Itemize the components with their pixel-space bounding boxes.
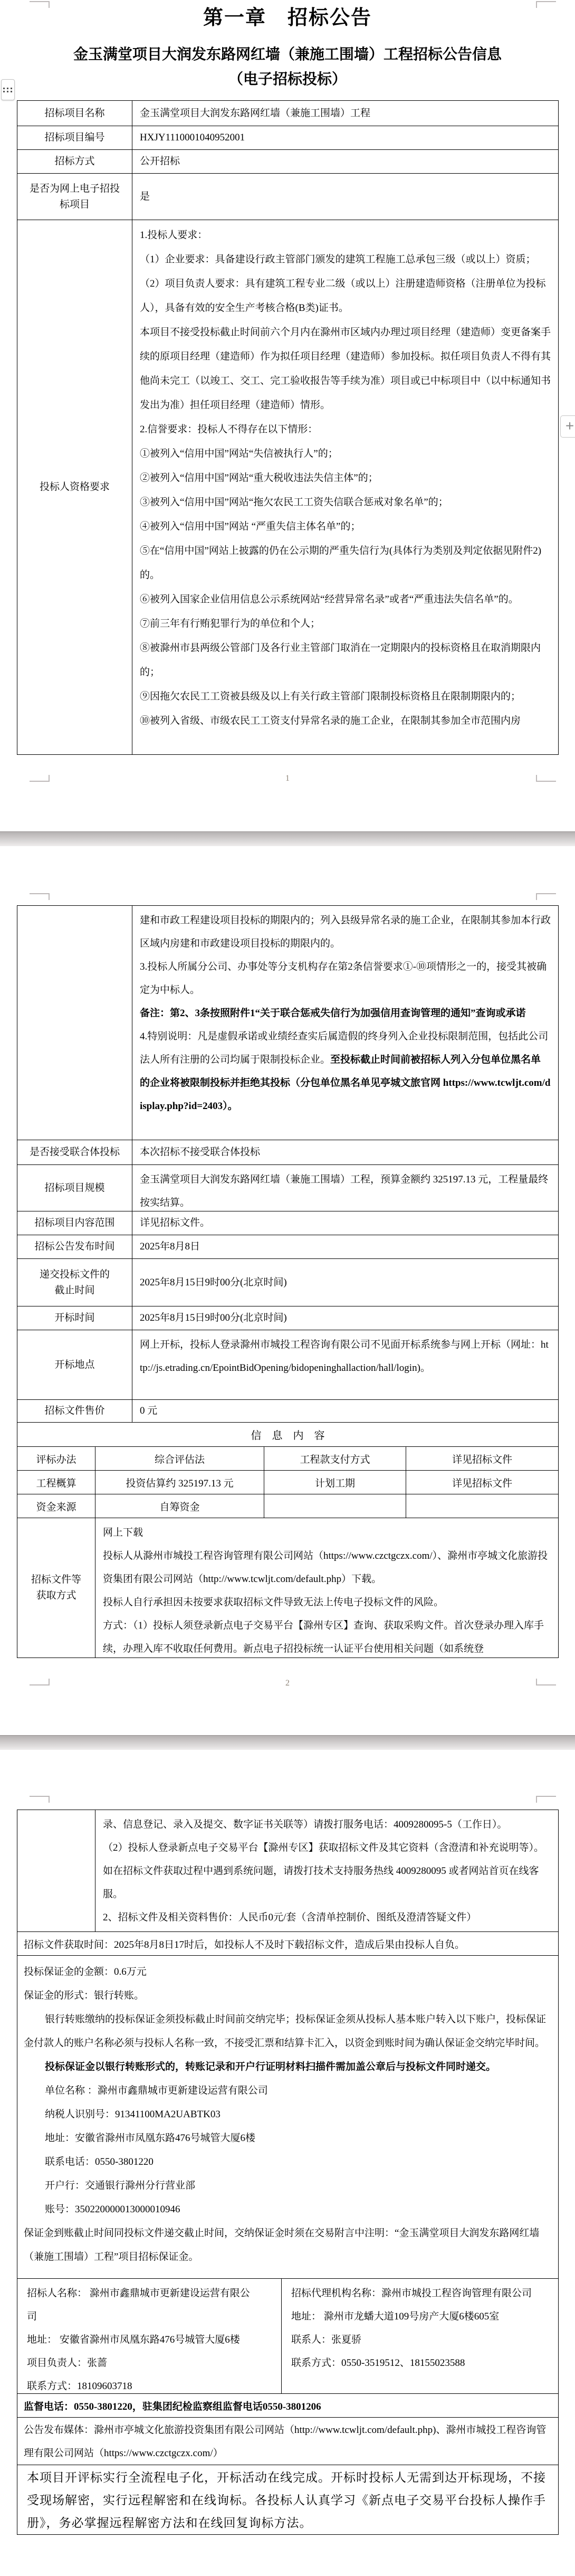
drag-handle-icon — [3, 88, 13, 92]
row-value: 2025年8月8日 — [140, 1241, 200, 1252]
row-label: 投标人资格要求 — [17, 220, 132, 754]
row-label: 开标地点 — [17, 1330, 132, 1399]
row-label: 招标方式 — [17, 150, 132, 173]
row-joint-bid — [17, 1140, 558, 1164]
row-label: 是否接受联合体投标 — [17, 1140, 132, 1164]
row-obtain-time — [17, 1931, 558, 1955]
row-project-no — [17, 126, 558, 149]
plus-icon: + — [565, 418, 574, 434]
row-doc-obtain — [17, 1518, 558, 1658]
row-label: 招标项目规模 — [17, 1165, 132, 1211]
row-label: 递交投标文件的 截止时间 — [17, 1259, 132, 1306]
row-info-header — [17, 1423, 558, 1446]
row-label: 招标项目编号 — [17, 126, 132, 149]
page-number: 2 — [285, 1679, 290, 1688]
row-value: 建和市政工程建设项目投标的期限内的；列入县级异常名录的施工企业，在限制其参加本行政区域内房建和市政建设项目投标的期限内的。 3.投标人所属分公司、办事处等分支机构存在第2条信誉要求①-⑩项情形之一的，接受其被确定为中标人。 备注：第2、3条按照附件1“关于联合惩戒失信行为加强信用查询管理的通知”查询或承诺 4.特别说明：凡是虚假承诺或业绩经查实后属造假的终身列入企业投标限制范围，包括此公司法人所有注册的公司均属于限制投标企业。至投标截止时间前被招标人列入分包单位黑名单的企业将被限制投标并拒绝其投标（分包单位黑名单见亭城文旅官网 https://www.tcwljt.com/display.php?id=2403）。 — [140, 915, 551, 1112]
row-value: 公开招标 — [140, 156, 180, 167]
row-label: 招标项目名称 — [17, 101, 132, 126]
row-value: 金玉满堂项目大润发东路网红墙（兼施工围墙）工程，预算金额约 325197.13 元，工程量最终按实结算。 — [140, 1174, 549, 1208]
row-value: 网上开标，投标人登录滁州市城投工程咨询有限公司不见面开标系统参与网上开标（网址：http://js.etrading.cn/EpointBidOpening/bidopeninghallaction/hall/login)。 — [140, 1339, 549, 1374]
row-bid-deposit — [17, 1955, 558, 2278]
row-media — [17, 2417, 558, 2465]
row-value: 是 — [140, 191, 150, 202]
row-value: 1.投标人要求： （1）企业要求：具备建设行政主管部门颁发的建筑工程施工总承包三级（或以上）资质； （2）项目负责人要求：具有建筑工程专业二级（或以上）注册建造师资格（注册单位为投标人），具备有效的安全生产考核合格(B类)证书。 本项目不接受投标截止时间前六个月内在滁州市区域内办理过项目经理（建造师）变更备案手续的原项目经理（建造师）作为拟任项目经理（建造师）参加投标。拟任项目负责人不得有其他尚未完工（以竣工、交工、完工验收报告等手续为准）项目或已中标项目中（以中标通知书发出为准）担任项目经理（建造师）情形。 2.信誉要求：投标人不得存在以下情形： ①被列入“信用中国”网站“失信被执行人”的； ②被列入“信用中国”网站“重大税收违法失信主体”的； ③被列入“信用中国”网站“拖欠农民工工资失信联合惩戒对象名单”的； ④被列入“信用中国”网站 “严重失信主体名单”的； ⑤在“信用中国”网站上披露的仍在公示期的严重失信行为(具体行为类别及判定依据见附件2)的。 ⑥被列入国家企业信用信息公示系统网站“经营异常名录”或者“严重违法失信名单”的。 ⑦前三年有行贿犯罪行为的单位和个人； ⑧被滁州市县两级公管部门及各行业主管部门取消在一定期限内的投标资格且在取消期限内的； ⑨因拖欠农民工工资被县级及以上有关行政主管部门限制投标资格且在限制期限内的； ⑩被列入省级、市级农民工工资支付异常名录的施工企业，在限制其参加全市范围内房 — [140, 230, 551, 726]
grid-label: 工程款支付方式 — [264, 1447, 406, 1470]
row-value: 本次招标不接受联合体投标 — [140, 1147, 261, 1158]
row-project-scope — [17, 1211, 558, 1235]
row-label: 开标时间 — [17, 1306, 132, 1330]
row-label: 招标项目内容范围 — [17, 1211, 132, 1235]
info-content-table — [17, 1422, 559, 1658]
row-project-name — [17, 101, 558, 126]
margin-corner-mark — [536, 1796, 556, 1803]
page-title: 金玉满堂项目大润发东路网红墙（兼施工围墙）工程招标公告信息（电子招标投标） — [73, 46, 502, 88]
row-electronic-note — [17, 2465, 558, 2534]
row-label: 招标公告发布时间 — [17, 1235, 132, 1258]
row-label: 招标文件售价 — [17, 1400, 132, 1422]
row-method — [17, 149, 558, 173]
grid-label: 评标办法 — [17, 1447, 95, 1470]
margin-corner-mark — [30, 893, 50, 900]
row-budget — [17, 1470, 558, 1494]
row-online-bidding — [17, 173, 558, 220]
page-divider — [0, 1735, 575, 1750]
row-fund-source — [17, 1494, 558, 1518]
row-qualification — [17, 220, 558, 754]
zoom-in-button[interactable] — [560, 415, 575, 438]
page-divider — [0, 831, 575, 846]
row-open-time — [17, 1306, 558, 1330]
drag-handle-button[interactable] — [1, 79, 15, 100]
grid-label: 工程概算 — [17, 1471, 95, 1494]
row-value: 投标保证金的金额：0.6万元 保证金的形式：银行转账。 银行转账缴纳的投标保证金须投标截止时间前交纳完毕；投标保证金须从投标人基本账户转入以下账户，投标保证金付款人的账户名称必须与投标人名称一致，不接受汇票和结算卡汇入，以资金到账时间为确认保证金交纳完毕时间。 投标保证金以银行转账形式的，转账记录和开户行证明材料扫描件需加盖公章后与投标文件同时递交。 单位名称 ：滁州市鑫鼎城市更新建设运营有限公司 纳税人识别号：91341100MA2UABTK03 地址：安徽省滁州市凤凰东路476号城管大厦6楼 联系电话：0550-3801220 开户行：交通银行滁州分行营业部 账号：350220000013000010946 保证金到账截止时间同投标文件递交截止时间，交纳保证金时须在交易附言中注明：“金玉满堂项目大润发东路网红墙（兼施工围墙）工程”项目招标保证金。 — [24, 1966, 547, 2262]
row-value: 0 元 — [140, 1405, 158, 1416]
grid-label — [264, 1494, 406, 1518]
page-number: 1 — [285, 774, 290, 783]
tender-info-table-page1 — [17, 100, 559, 755]
row-label-empty — [17, 906, 132, 1140]
row-project-scale — [17, 1164, 558, 1211]
row-parties — [17, 2278, 558, 2393]
grid-label: 计划工期 — [264, 1471, 406, 1494]
row-submit-deadline — [17, 1258, 558, 1306]
row-value: 详见招标文件。 — [140, 1217, 210, 1228]
row-eval-method — [17, 1446, 558, 1470]
row-announce-time — [17, 1235, 558, 1258]
row-doc-price — [17, 1399, 558, 1422]
row-value: 2025年8月15日9时00分(北京时间) — [140, 1312, 287, 1323]
row-value: 金玉满堂项目大润发东路网红墙（兼施工围墙）工程 — [140, 107, 371, 119]
row-label: 招标文件等 获取方式 — [17, 1518, 95, 1658]
grid-value — [406, 1494, 558, 1518]
row-qualification-cont — [17, 906, 558, 1140]
grid-label: 资金来源 — [17, 1494, 95, 1518]
chapter-title: 第一章 招标公告 — [203, 7, 372, 29]
margin-corner-mark — [536, 893, 556, 900]
row-supervise-phone — [17, 2393, 558, 2417]
grid-value: 自筹资金 — [95, 1494, 264, 1518]
row-value: 监督电话：0550-3801220，驻集团纪检监察组监督电话0550-3801206 — [24, 2401, 321, 2412]
row-value: 录、信息登记、录入及提交、数字证书关联等）请拨打服务电话：4009280095-5（工作日）。 （2）投标人登录新点电子交易平台【滁州专区】获取招标文件及其它资料（含澄清和补充说明等）。如在招标文件获取过程中遇到系统问题，请拨打技术支持服务热线 4009280095 或者网站首页在线客服。 2、招标文件及相关资料售价：人民币0元/套（含清单控制价、图纸及澄清答疑文件） — [103, 1819, 544, 1923]
tenderer-info: 招标人名称： 滁州市鑫鼎城市更新建设运营有限公 司 地址： 安徽省滁州市凤凰东路476号城管大厦6楼 项目负责人：张蔷 联系方式：18109603718 — [17, 2279, 282, 2393]
row-value: 2025年8月15日9时00分(北京时间) — [140, 1276, 287, 1288]
row-value: 网上下载 投标人从滁州市城投工程咨询管理有限公司网站（https://www.czctgczx.com/）、滁州市亭城文化旅游投资集团有限公司网站（http://www.tcwljt.com/default.php）下载。 投标人自行承担因未按要求获取招标文件导致无法上传电子投标文件的风险。 方式：（1）投标人须登录新点电子交易平台【滁州专区】查询、获取采购文件。首次登录办理入库手续，办理入库不收取任何费用。新点电子招投标统一认证平台使用相关问题（如系统登 — [103, 1527, 548, 1654]
agency-info: 招标代理机构名称：滁州市城投工程咨询管理有限公司 地址： 滁州市龙蟠大道109号房产大厦6楼605室 联系人：张夏骄 联系方式：0550-3519512、18155023588 — [291, 2288, 532, 2369]
row-value: HXJY1110001040952001 — [140, 132, 245, 143]
row-open-place — [17, 1330, 558, 1399]
grid-value: 投资估算约 325197.13 元 — [95, 1471, 264, 1494]
tender-info-table-page2 — [17, 905, 559, 1423]
grid-value: 综合评估法 — [95, 1447, 264, 1470]
row-label-empty — [17, 1810, 95, 1931]
grid-value: 详见招标文件 — [452, 1454, 512, 1465]
row-value: 本项目开评标实行全流程电子化，开标活动在线完成。开标时投标人无需到达开标现场，不接受现场解密，实行远程解密和在线询标。各投标人认真学习《新点电子交易平台投标人操作手册》，务必掌握远程解密方法和在线回复询标方法。 — [27, 2471, 546, 2530]
row-obtain-cont — [17, 1810, 558, 1931]
row-value: 招标文件获取时间：2025年8月8日17时后，如投标人不及时下载招标文件，造成后果由投标人自负。 — [24, 1939, 465, 1950]
section-header: 信息内容 — [251, 1430, 336, 1442]
row-label: 是否为网上电子招投 标项目 — [17, 174, 132, 220]
grid-value: 详见招标文件 — [452, 1478, 512, 1489]
margin-corner-mark — [30, 1796, 50, 1803]
row-value: 公告发布媒体：滁州市亭城文化旅游投资集团有限公司网站（http://www.tcwljt.com/default.php)、滁州市城投工程咨询管理有限公司网站（https://www.czctgczx.com/） — [24, 2425, 547, 2459]
tender-info-table-page3 — [17, 1810, 559, 2535]
